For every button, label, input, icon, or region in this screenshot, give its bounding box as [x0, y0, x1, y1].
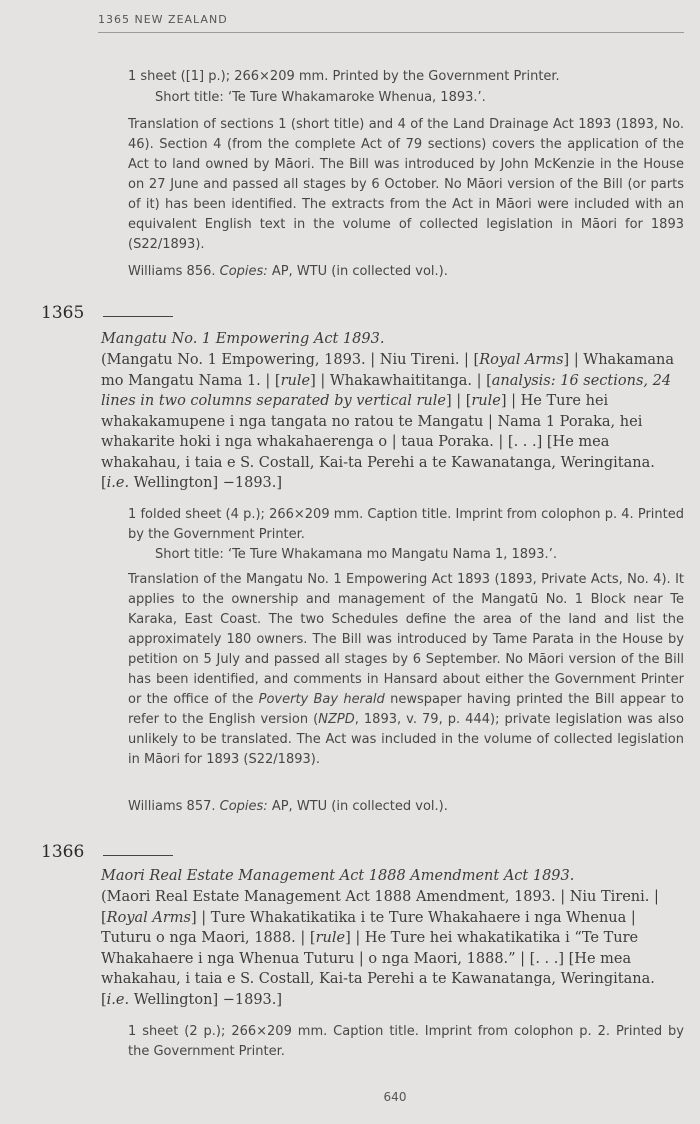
editorial-note: rule [280, 372, 311, 389]
bibliographic-ref: Williams 856. [128, 264, 216, 279]
editorial-note: rule [471, 393, 501, 409]
running-head: 1365 NEW ZEALAND [98, 13, 684, 33]
entry-rule [103, 855, 173, 856]
note-italic: Poverty Bay herald [258, 692, 385, 707]
transcription-text: ] | He Ture hei whakatikatika i “Te Ture Whakahaere i nga Whenua Tuturu | o nga Maori, 1888.” | [. . .] [He mea whakahau, i taia e S. Costall, Kai-ta Perehi a te Kawanatanga, Weringitana. [ [101, 930, 655, 1008]
entry-rule [103, 316, 173, 317]
title-page-transcription [101, 350, 685, 494]
note-text: , 1893, v. 79, p. 444); private legislation was also unlikely to be translated. The Act was included in the volume of collected legislation in Māori for 1893 (S22/1893). [128, 712, 685, 767]
physical-description: 1 folded sheet (4 p.); 266×209 mm. Caption title. Imprint from colophon p. 4. Printed by the Government Printer. [128, 507, 684, 542]
short-title: Short title: ‘Te Ture Whakamaroke Whenua, 1893.’. [155, 90, 486, 105]
page-number: 640 [383, 1090, 407, 1104]
transcription-text: Wellington] −1893.] [129, 991, 283, 1008]
transcription-text: ] | Whakawhaititanga. | [ [310, 372, 492, 389]
physical-description: 1 sheet ([1] p.); 266×209 mm. Printed by the Government Printer. [128, 69, 560, 84]
transcription-text: Wellington] −1893.] [129, 475, 283, 491]
copies-label: Copies: [219, 264, 268, 279]
note-text: Translation of the Mangatu No. 1 Empowering Act 1893 (1893, Private Acts, No. 4). It applies to the ownership and management of the Mangatū No. 1 Block near Te Karaka, East Coast. The two Schedules define the area of the land and list the approximately 180 owners. The Bill was introduced by Tame Parata in the House by petition on 5 July and passed all stages by 6 September. No Māori version of the Bill has been identified, and comments in Hansard about either the Government Printer or the office of the [128, 572, 684, 707]
transcription-text: (Mangatu No. 1 Empowering, 1893. | Niu Tireni. | [ [101, 352, 480, 368]
editorial-note: i.e. [106, 475, 130, 491]
transcription-text: ] | Ture Whakatikatika i te Ture Whakahaere i nga Whenua | Tuturu o nga Maori, 1888. | [ [101, 909, 636, 946]
note-italic: NZPD [318, 712, 355, 727]
copies-holdings: AP, WTU (in collected vol.). [271, 264, 448, 279]
copies-label: Copies: [219, 799, 268, 814]
transcription-text: ] | [ [445, 393, 472, 409]
references [128, 797, 688, 817]
physical-description: 1 sheet (2 p.); 266×209 mm. Caption title. Imprint from colophon p. 2. Printed by the Government Printer. [128, 1024, 684, 1059]
transcription-text: ] | Whakamana mo Mangatu Nama 1. | [ [101, 352, 675, 389]
short-title: Short title: ‘Te Ture Whakamana mo Mangatu Nama 1, 1893.’. [155, 547, 557, 562]
entry-title: Mangatu No. 1 Empowering Act 1893. [101, 331, 385, 347]
editorial-note: rule [315, 930, 346, 946]
entry-title: Maori Real Estate Management Act 1888 Amendment Act 1893. [101, 868, 575, 884]
editorial-note: Royal Arms [106, 909, 191, 926]
editorial-note: Royal Arms [479, 352, 564, 368]
editorial-note: i.e. [106, 991, 130, 1008]
transcription-text: ] | He Ture hei whakakamupene i nga tangata no ratou te Mangatu | Nama 1 Poraka, hei whakarite hoki i nga whakahaerenga o | taua Poraka. | [. . .] [He mea whakahau, i taia e S. Costall, Kai-ta Perehi a te Kawanatanga, Weringitana. [ [101, 393, 655, 491]
title-page-transcription [101, 887, 685, 1010]
entry-number: 1366 [41, 842, 85, 862]
entry-number: 1365 [41, 303, 85, 323]
references [128, 262, 688, 282]
transcription-text: (Maori Real Estate Management Act 1888 Amendment, 1893. | Niu Tireni. | [ [101, 889, 659, 926]
note-text: newspaper having printed the Bill appear to refer to the English version ( [128, 692, 684, 727]
entry-note [128, 570, 684, 770]
editorial-note: analysis: 16 sections, 24 lines in two columns separated by vertical rule [101, 372, 672, 409]
entry-note: Translation of sections 1 (short title) and 4 of the Land Drainage Act 1893 (1893, No. 46). Section 4 (from the complete Act of 79 sections) covers the application of the Act to land owned by Māori. The Bill was introduced by John McKenzie in the House on 27 June and passed all stages by 6 October. No Māori version of the Bill (or parts of it) has been identified. The extracts from the Act in Māori were included with an equivalent English text in the volume of collected legislation in Māori for 1893 (S22/1893). [128, 117, 684, 252]
bibliographic-ref: Williams 857. [128, 799, 216, 814]
copies-holdings: AP, WTU (in collected vol.). [271, 799, 448, 814]
